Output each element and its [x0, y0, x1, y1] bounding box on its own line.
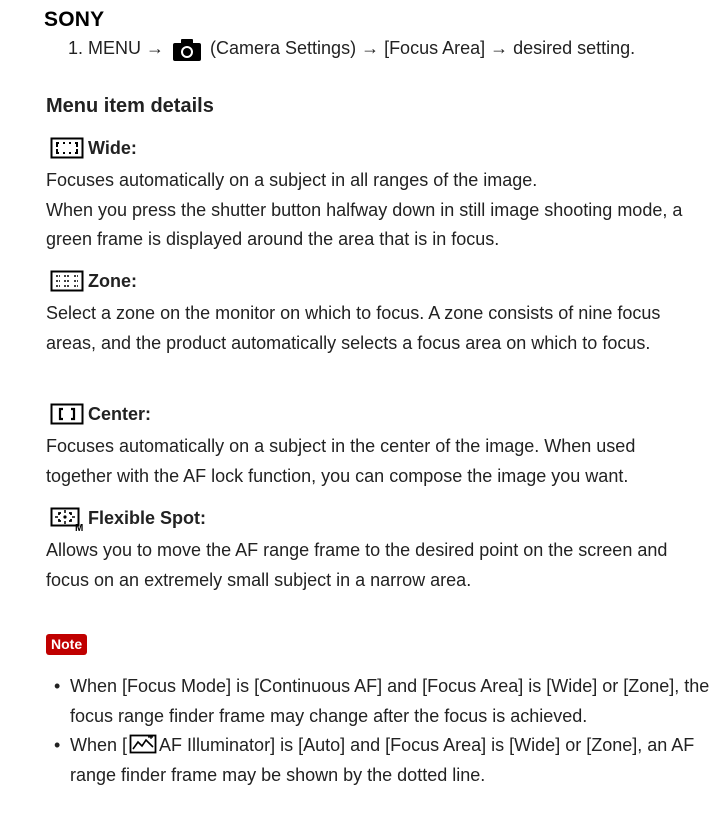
- menu-item-wide: [46, 135, 706, 255]
- note-item: [50, 731, 710, 790]
- note-prefix: When [: [70, 735, 128, 755]
- zone-description: Select a zone on the monitor on which to focus. A zone consists of nine focus areas, and the product automatically selects a focus area on which to focus.: [46, 303, 661, 353]
- step-suffix: (Camera Settings) → [Focus Area] → desired setting.: [210, 38, 636, 58]
- zone-label: Zone:: [88, 270, 137, 291]
- menu-item-flexible-spot: [46, 505, 706, 595]
- menu-item-center: [46, 401, 706, 491]
- flexible-spot-description: Allows you to move the AF range frame to the desired point on the screen and focus on an extremely small subject in a narrow area.: [46, 540, 668, 590]
- menu-item-details-heading: Menu item details: [46, 95, 214, 117]
- camera-icon: [172, 38, 202, 62]
- flexible-spot-label: Flexible Spot:: [88, 507, 207, 528]
- center-label: Center:: [88, 403, 152, 424]
- menu-item-zone: [46, 268, 706, 358]
- menu-step: [68, 35, 635, 61]
- wide-description: Focuses automatically on a subject in all ranges of the image. When you press the shutter button halfway down in still image shooting mode, a green frame is displayed around the area that is in focus.: [46, 170, 683, 249]
- svg-text:M: M: [75, 523, 84, 532]
- bullet-icon: •: [54, 735, 61, 755]
- note-list: [50, 672, 710, 790]
- note-badge: Note: [46, 634, 87, 655]
- note-item: [50, 672, 710, 731]
- flexible-spot-icon: [50, 506, 84, 530]
- center-focus-icon: [50, 402, 84, 426]
- sony-logo: SONY: [44, 8, 105, 31]
- center-description: Focuses automatically on a subject in the center of the image. When used together with the AF lock function, you can compose the image you want.: [46, 436, 636, 486]
- wide-focus-icon: [50, 136, 84, 160]
- step-prefix: 1. MENU →: [68, 38, 165, 58]
- bullet-icon: •: [54, 676, 61, 696]
- note-text: When [Focus Mode] is [Continuous AF] and [Focus Area] is [Wide] or [Zone], the focus range finder frame may change after the focus is achieved.: [70, 676, 710, 726]
- zone-focus-icon: [50, 269, 84, 293]
- wide-label: Wide:: [88, 137, 137, 158]
- af-illuminator-icon: [129, 733, 157, 755]
- note-text: AF Illuminator] is [Auto] and [Focus Area] is [Wide] or [Zone], an AF range finder frame may be shown by the dotted line.: [70, 735, 695, 785]
